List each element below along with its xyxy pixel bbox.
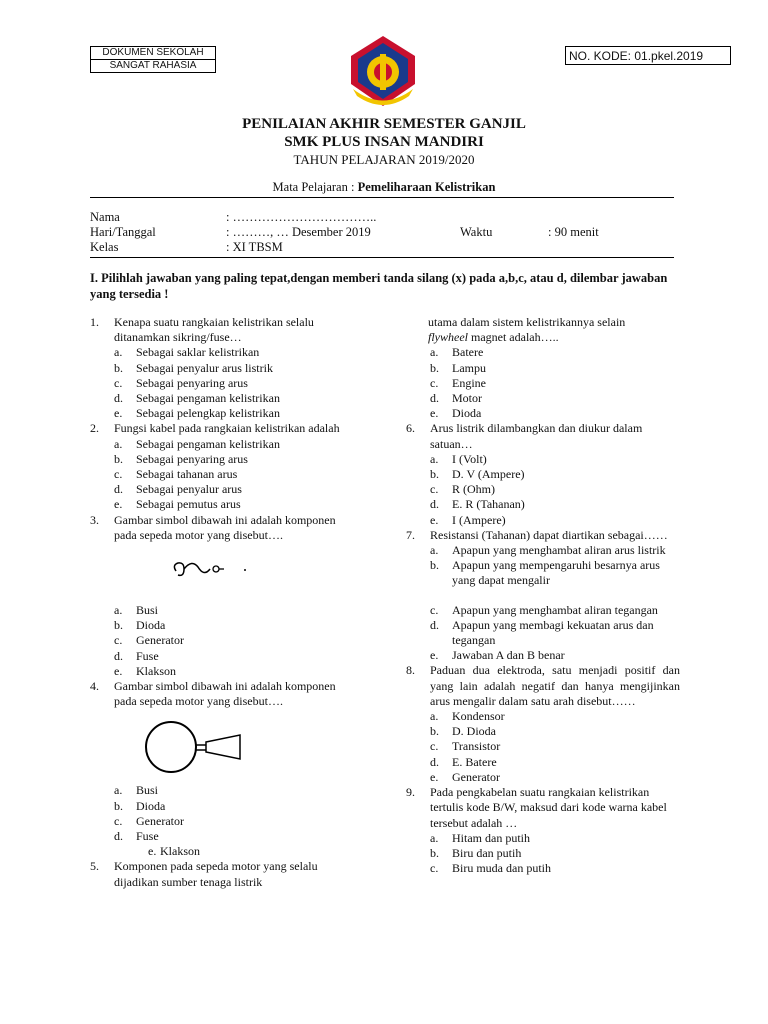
option-letter: e. — [114, 406, 123, 421]
subject-value: Pemeliharaan Kelistrikan — [357, 180, 496, 194]
option-letter: a. — [114, 345, 123, 360]
option-letter: d. — [430, 391, 439, 406]
option-letter: a. — [430, 345, 439, 360]
option-text: Klakson — [160, 844, 200, 859]
question-text: Resistansi (Tahanan) dapat diartikan sebagai…… — [430, 527, 668, 542]
option-text: I (Ampere) — [452, 512, 506, 527]
option-text: Dioda — [136, 618, 166, 633]
option-letter: b. — [430, 360, 439, 375]
question-4 — [90, 679, 355, 859]
option-text: Sebagai penyalur arus listrik — [136, 360, 273, 375]
option-text: I (Volt) — [452, 451, 487, 466]
document-code: NO. KODE: 01.pkel.2019 — [565, 46, 731, 65]
option-text: Busi — [136, 783, 159, 798]
question-number: 4. — [90, 679, 99, 694]
question-number: 6. — [406, 421, 415, 436]
question-number: 3. — [90, 512, 99, 527]
option-text: R (Ohm) — [452, 482, 495, 497]
option-letter: c. — [430, 375, 439, 390]
option-text: Batere — [452, 345, 484, 360]
option-letter: a. — [430, 709, 439, 724]
option-text: Lampu — [452, 360, 486, 375]
question-text-continued: utama dalam sistem kelistrikannya selain — [428, 315, 626, 329]
speaker-symbol-icon — [144, 713, 254, 783]
option-letter: c. — [114, 813, 123, 828]
question-number: 1. — [90, 315, 99, 329]
option-letter: e. — [430, 406, 439, 421]
question-9 — [406, 785, 680, 876]
question-1 — [90, 315, 355, 421]
option-letter: d. — [114, 648, 123, 663]
school-name: SMK PLUS INSAN MANDIRI — [284, 134, 484, 150]
option-text: Biru dan putih — [452, 845, 522, 860]
option-letter: a. — [430, 830, 439, 845]
question-text: Gambar simbol dibawah ini adalah komponen pada sepeda motor yang disebut…. — [114, 679, 336, 709]
option-text: Sebagai penyaring arus — [136, 451, 248, 466]
subject-line — [0, 180, 768, 195]
option-text: Generator — [136, 633, 184, 648]
question-text: Komponen pada sepeda motor yang selalu dijadikan sumber tenaga listrik — [114, 859, 318, 889]
question-5-continued — [406, 315, 680, 421]
option-text: Sebagai pelengkap kelistrikan — [136, 406, 280, 421]
option-text: Busi — [136, 603, 159, 618]
question-number: 8. — [406, 663, 415, 678]
question-text: Fungsi kabel pada rangkaian kelistrikan adalah — [114, 421, 340, 436]
question-2 — [90, 421, 355, 512]
option-letter: b. — [430, 467, 439, 482]
option-text: Sebagai pengaman kelistrikan — [136, 436, 280, 451]
option-letter: b. — [430, 845, 439, 860]
option-letter: e. — [430, 769, 439, 784]
option-text: Sebagai pengaman kelistrikan — [136, 391, 280, 406]
option-text: Fuse — [136, 829, 159, 844]
question-5 — [90, 859, 355, 889]
document-classification-box — [90, 46, 216, 73]
option-letter: c. — [114, 375, 123, 390]
question-text: Arus listrik dilambangkan dan diukur dalam satuan… — [430, 421, 643, 451]
question-text: Gambar simbol dibawah ini adalah komponen pada sepeda motor yang disebut…. — [114, 512, 336, 542]
option-letter: b. — [430, 724, 439, 739]
option-letter: a. — [114, 436, 123, 451]
question-number: 9. — [406, 785, 415, 800]
question-7 — [406, 528, 680, 664]
option-text: Hitam dan putih — [452, 830, 530, 845]
option-text: Apapun yang menghambat aliran tegangan — [452, 602, 658, 617]
right-column — [406, 315, 680, 876]
option-letter: c. — [430, 739, 439, 754]
time-value: : 90 menit — [548, 225, 599, 239]
question-number: 5. — [90, 859, 99, 874]
instruction-text: I. Pilihlah jawaban yang paling tepat,dengan memberi tanda silang (x) pada a,b,c, atau d, dilembar jawaban yang tersedia ! — [90, 271, 668, 301]
question-6 — [406, 421, 680, 527]
option-letter: b. — [114, 798, 123, 813]
option-letter: e. — [114, 663, 123, 678]
divider-bottom — [90, 257, 674, 258]
option-letter: a. — [114, 603, 123, 618]
option-letter: d. — [430, 617, 439, 632]
question-number: 7. — [406, 527, 415, 542]
question-number: 2. — [90, 421, 99, 436]
option-text: Engine — [452, 375, 486, 390]
option-letter: c. — [430, 602, 439, 617]
option-text: D. V (Ampere) — [452, 467, 525, 482]
option-text: Sebagai penyalur arus — [136, 482, 242, 497]
option-letter: c. — [114, 467, 123, 482]
horn-symbol-icon — [164, 553, 264, 593]
question-3 — [90, 513, 355, 679]
option-text: D. Dioda — [452, 724, 496, 739]
option-letter: d. — [114, 391, 123, 406]
subject-label: Mata Pelajaran : — [272, 180, 358, 194]
class-label: Kelas — [90, 240, 119, 254]
question-text: Kenapa suatu rangkaian kelistrikan selalu ditanamkan sikring/fuse… — [114, 315, 314, 345]
option-text: Apapun yang mempengaruhi besarnya arus yang dapat mengalir — [452, 558, 660, 588]
date-label: Hari/Tanggal — [90, 225, 156, 239]
time-label: Waktu — [460, 225, 493, 239]
option-letter: d. — [430, 754, 439, 769]
option-text: Apapun yang membagi kekuatan arus dan tegangan — [452, 617, 654, 648]
option-letter: b. — [114, 618, 123, 633]
option-letter: c. — [430, 861, 439, 876]
date-value: : ………, … Desember 2019 — [226, 225, 371, 239]
option-letter: a. — [114, 783, 123, 798]
option-letter: e. — [430, 648, 439, 663]
horn-symbol-figure — [90, 543, 355, 603]
option-text: Sebagai tahanan arus — [136, 467, 238, 482]
option-text: Motor — [452, 391, 482, 406]
option-text: Sebagai pemutus arus — [136, 497, 241, 512]
option-letter: b. — [114, 360, 123, 375]
option-letter: e. — [114, 497, 123, 512]
option-letter: d. — [114, 829, 123, 844]
option-letter: e. — [430, 512, 439, 527]
option-text: Generator — [452, 769, 500, 784]
option-text: Dioda — [136, 798, 166, 813]
option-letter: c. — [114, 633, 123, 648]
option-text: Sebagai penyaring arus — [136, 375, 248, 390]
option-letter: b. — [114, 451, 123, 466]
question-text: Pada pengkabelan suatu rangkaian kelistrikan tertulis kode B/W, maksud dari kode warna kabel tersebut adalah … — [430, 785, 667, 830]
option-text: Apapun yang menghambat aliran arus listrik — [452, 543, 666, 558]
question-text-continued-tail: magnet adalah….. — [467, 330, 559, 345]
option-text: Biru muda dan putih — [452, 861, 551, 876]
question-8 — [406, 663, 680, 785]
doc-label: DOKUMEN SEKOLAH — [102, 47, 204, 58]
option-text: Transistor — [452, 739, 501, 754]
flywheel-term: flywheel — [428, 330, 468, 345]
exam-title: PENILAIAN AKHIR SEMESTER GANJIL — [242, 116, 526, 132]
option-letter: d. — [114, 482, 123, 497]
option-text: Kondensor — [452, 709, 505, 724]
option-text: Jawaban A dan B benar — [452, 648, 565, 663]
option-text: Klakson — [136, 663, 176, 678]
name-label: Nama — [90, 210, 120, 224]
option-text: E. R (Tahanan) — [452, 497, 525, 512]
secret-label: SANGAT RAHASIA — [91, 59, 215, 72]
question-text: Paduan dua elektroda, satu menjadi positif dan yang lain adalah negatif dan hanya mengijinkan arus mengalir dalam satu arah disebut…… — [430, 663, 680, 708]
option-letter: c. — [430, 482, 439, 497]
academic-year: TAHUN PELAJARAN 2019/2020 — [293, 152, 475, 167]
option-letter: b. — [430, 558, 439, 573]
option-text: Generator — [136, 813, 184, 828]
option-letter: e. — [148, 844, 157, 859]
school-logo — [345, 34, 421, 110]
option-text: Fuse — [136, 648, 159, 663]
option-text: Sebagai saklar kelistrikan — [136, 345, 260, 360]
divider-top — [90, 197, 674, 198]
option-letter: d. — [430, 497, 439, 512]
left-column — [90, 315, 355, 890]
option-letter: a. — [430, 543, 439, 558]
lamp-symbol-figure — [90, 709, 355, 783]
class-value: : XI TBSM — [226, 240, 283, 254]
option-text: Dioda — [452, 406, 482, 421]
name-value: : …………………………….. — [226, 210, 377, 224]
option-letter: a. — [430, 451, 439, 466]
option-text: E. Batere — [452, 754, 497, 769]
